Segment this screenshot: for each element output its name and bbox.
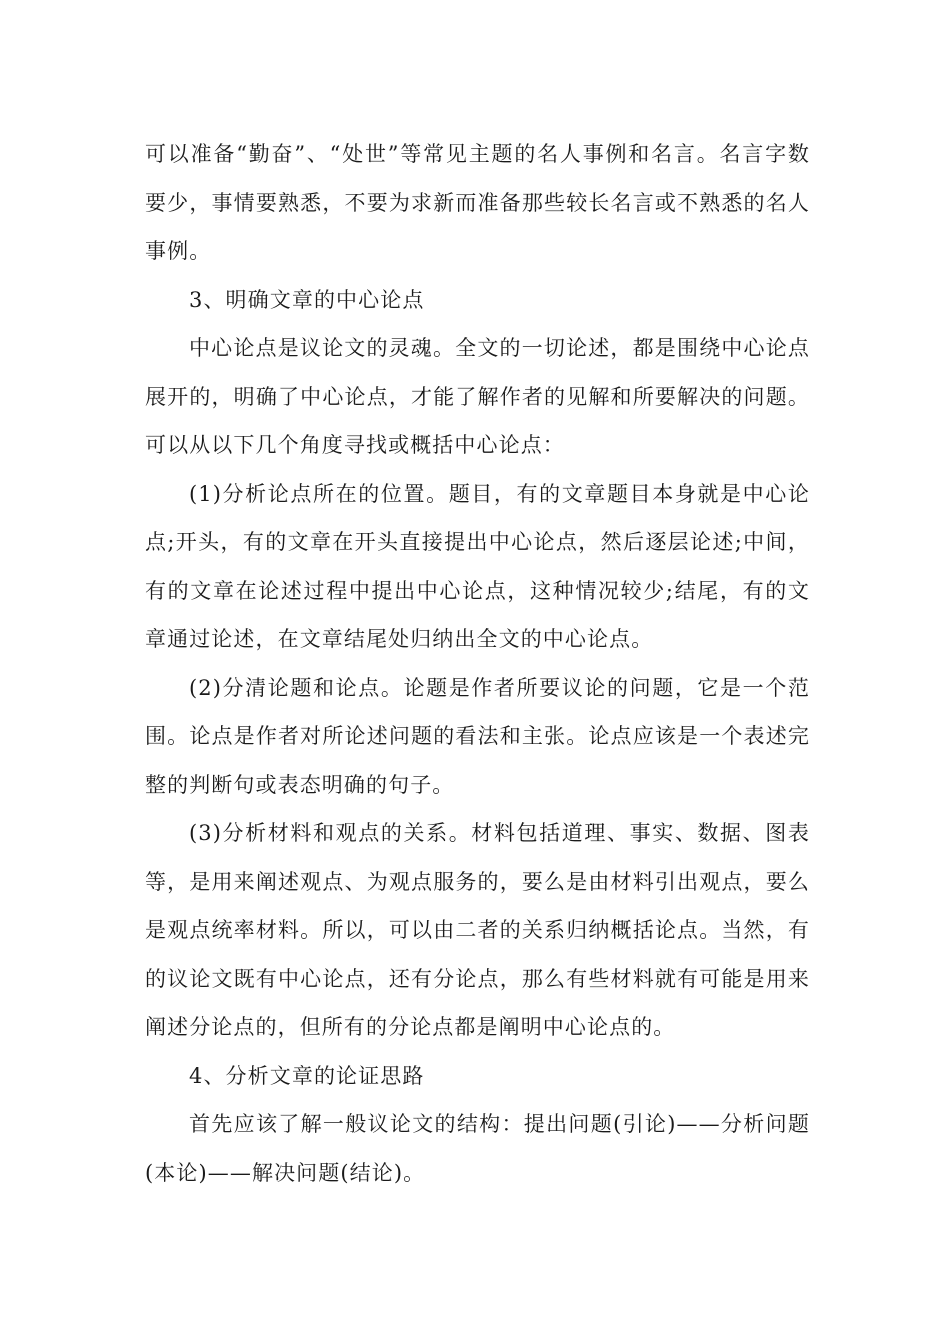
paragraph-point-2: (2)分清论题和论点。论题是作者所要议论的问题，它是一个范围。论点是作者对所论述问题的看法和主张。论点应该是一个表述完整的判断句或表态明确的句子。 <box>145 675 810 797</box>
paragraph-point-3: (3)分析材料和观点的关系。材料包括道理、事实、数据、图表等，是用来阐述观点、为观点服务的，要么是由材料引出观点，要么是观点统率材料。所以，可以由二者的关系归纳概括论点。当然，有的议论文既有中心论点，还有分论点，那么有些材料就有可能是用来阐述分论点的，但所有的分论点都是阐明中心论点的。 <box>145 821 810 1039</box>
document-body <box>145 130 810 1197</box>
paragraph-structure: 首先应该了解一般议论文的结构：提出问题(引论)——分析问题(本论)——解决问题(结论)。 <box>145 1112 810 1185</box>
section-heading-4: 4、分析文章的论证思路 <box>189 1063 425 1088</box>
paragraph-central-argument: 中心论点是议论文的灵魂。全文的一切论述，都是围绕中心论点展开的，明确了中心论点，才能了解作者的见解和所要解决的问题。可以从以下几个角度寻找或概括中心论点： <box>145 336 810 457</box>
section-heading-3: 3、明确文章的中心论点 <box>189 287 425 312</box>
paragraph-famous-examples: 可以准备“勤奋”、“处世”等常见主题的名人事例和名言。名言字数要少，事情要熟悉，不要为求新而准备那些较长名言或不熟悉的名人事例。 <box>145 142 810 263</box>
paragraph-point-1: (1)分析论点所在的位置。题目，有的文章题目本身就是中心论点;开头，有的文章在开头直接提出中心论点，然后逐层论述;中间，有的文章在论述过程中提出中心论点，这种情况较少;结尾，有的文章通过论述，在文章结尾处归纳出全文的中心论点。 <box>145 481 810 651</box>
